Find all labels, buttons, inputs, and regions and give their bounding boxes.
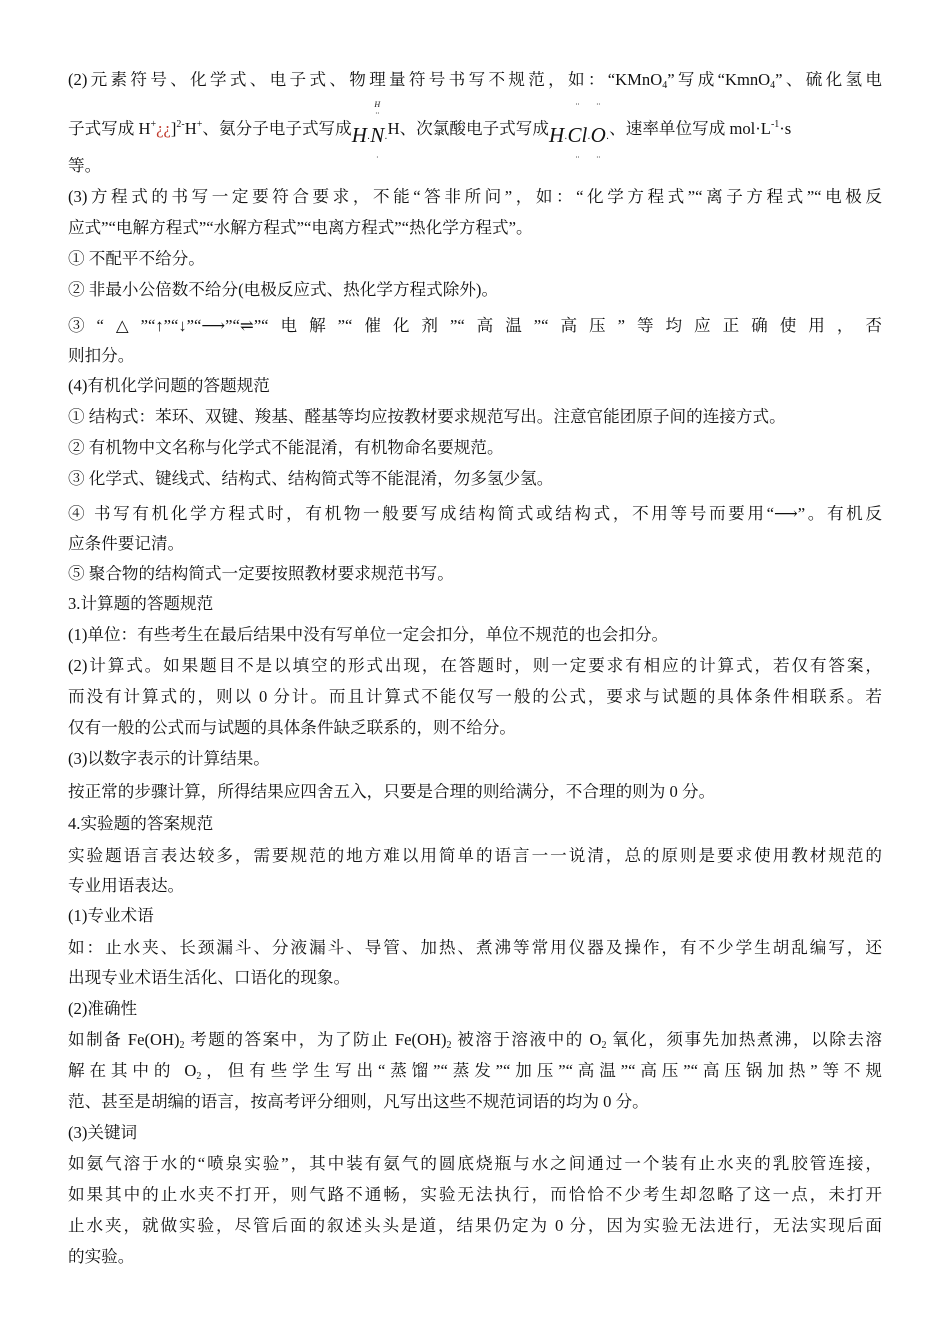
text-line: ③ 化学式、键线式、结构式、结构简式等不能混淆，勿多氢少氢。 (68, 469, 554, 488)
text-segment (68, 70, 662, 89)
segment-text: -1 (770, 119, 780, 130)
text-line: (2)准确性 (68, 999, 138, 1018)
segment-text: N (370, 123, 385, 147)
text-line (68, 1060, 882, 1082)
text-line (68, 100, 882, 162)
segment-text: 子式写成 H (68, 119, 151, 138)
segment-text: ¿¿ (156, 119, 171, 138)
text-segment (779, 119, 791, 138)
text-line: 范、甚至是胡编的语言，按高考评分细则，凡写出这些不规范词语的均为 0 分。 (68, 1092, 649, 1111)
text-line: (4)有机化学问题的答题规范 (68, 376, 270, 395)
text-segment (185, 119, 197, 138)
text-line: 4.实验题的答案规范 (68, 814, 214, 833)
segment-text: ，但有些学生写出“蒸馏”“蒸发”“加压”“高温”“高压”“高压锅加热”等不规 (201, 1061, 882, 1080)
text-line: 等。 (68, 156, 102, 175)
electron-dots-below: ·· (596, 153, 601, 162)
text-line (68, 69, 882, 91)
text-line: ② 非最小公倍数不给分(电极反应式、热化学方程式除外)。 (68, 280, 499, 299)
segment-text: 、速率单位写成 mol·L (609, 119, 771, 138)
text-segment (156, 119, 171, 138)
segment-text: H (548, 123, 565, 147)
text-line: 专业用语表达。 (68, 876, 185, 895)
text-segment (202, 119, 351, 138)
electron-formula-atom (352, 124, 367, 146)
text-segment (452, 1030, 602, 1049)
electron-formula-atom (567, 100, 588, 162)
text-line: ② 有机物中文名称与化学式不能混淆，有机物命名要规范。 (68, 438, 504, 457)
electron-formula-atom (370, 100, 385, 162)
text-line: ⑤ 聚合物的结构简式一定要按照教材要求规范书写。 (68, 564, 454, 583)
text-line: 按正常的步骤计算，所得结果应四舍五入，只要是合理的则给满分，不合理的则为 0 分。 (68, 782, 716, 801)
text-line: 如果其中的止水夹不打开，则气路不通畅，实验无法执行，而恰恰不少考生却忽略了这一点，未打开 (68, 1185, 882, 1204)
text-line: 应条件要记清。 (68, 534, 185, 553)
text-line: (3)关键词 (68, 1123, 138, 1142)
text-segment (606, 1030, 882, 1049)
segment-text: O (590, 123, 606, 147)
text-line: 如氨气溶于水的“喷泉实验”，其中装有氨气的圆底烧瓶与水之间通过一个装有止水夹的乳胶管连接， (68, 1154, 882, 1173)
segment-text: H (351, 123, 367, 147)
segment-text: ·s (779, 119, 792, 138)
segment-text: · (587, 134, 591, 145)
text-line: 应式”“电解方程式”“水解方程式”“电离方程式”“热化学方程式”。 (68, 218, 533, 237)
text-segment (68, 119, 151, 138)
text-line: 仅有一般的公式而与试题的具体条件缺乏联系的，则不给分。 (68, 718, 517, 737)
segment-text: + (196, 119, 203, 130)
superscript (176, 119, 184, 130)
text-line: (1)单位：有些考生在最后结果中没有写单位一定会扣分，单位不规范的也会扣分。 (68, 625, 669, 644)
segment-text: (2)元素符号、化学式、电子式、物理量符号书写不规范，如：“KMnO (68, 70, 663, 89)
segment-text: · (384, 134, 388, 145)
text-segment (667, 70, 770, 89)
electron-formula-atom (590, 100, 606, 162)
text-segment (775, 70, 882, 89)
text-line: 则扣分。 (68, 346, 135, 365)
segment-text: + (150, 119, 157, 130)
segment-text: 2 (196, 1071, 202, 1082)
segment-text: 考题的答案中，为了防止 Fe(OH) (184, 1030, 447, 1049)
segment-text: 如制备 Fe(OH) (68, 1030, 180, 1049)
segment-text: · (564, 134, 568, 145)
text-line: ① 不配平不给分。 (68, 249, 205, 268)
text-line: 的实验。 (68, 1247, 135, 1266)
text-line: 而没有计算式的，则以 0 分计。而且计算式不能仅写一般的公式，要求与试题的具体条件相联系。若 (68, 687, 882, 706)
text-line: ① 结构式：苯环、双键、羧基、醛基等均应按教材要求规范写出。注意官能团原子间的连接方式。 (68, 407, 786, 426)
segment-text: · (366, 134, 371, 145)
electron-formula-atom (549, 124, 564, 146)
text-line: (1)专业术语 (68, 906, 154, 925)
text-line: ③“△”“↑”“↓”“⟶”“⇌”“电解”“催化剂”“高温”“高压”等均应正确使用，否 (68, 316, 882, 335)
electron-dots-above: ·· (596, 100, 601, 109)
text-segment (609, 119, 771, 138)
electron-dots-below: · (376, 153, 379, 162)
segment-text: H、次氯酸电子式写成 (387, 119, 549, 138)
segment-text: 解在其中的 O (68, 1061, 197, 1080)
segment-text: H (184, 119, 197, 138)
segment-text: 2 (446, 1040, 452, 1051)
text-line: (2)计算式。如果题目不是以填空的形式出现，在答题时，则一定要求有相应的计算式，若仅有答案， (68, 656, 882, 675)
electron-dots-above: ·· (575, 100, 580, 109)
segment-text: ] (170, 119, 177, 138)
electron-dots-below: ·· (575, 153, 580, 162)
text-segment (185, 1030, 447, 1049)
text-line (68, 1029, 882, 1051)
text-line: 如：止水夹、长颈漏斗、分液漏斗、导管、加热、煮沸等常用仪器及操作，有不少学生胡乱编写，还 (68, 938, 882, 957)
text-line: 止水夹，就做实验，尽管后面的叙述头头是道，结果仍定为 0 分，因为实验无法进行，无法实现后面 (68, 1216, 882, 1235)
text-line: 出现专业术语生活化、口语化的现象。 (68, 968, 351, 987)
segment-text: 2- (176, 119, 185, 130)
text-segment (201, 1061, 882, 1080)
segment-text: ”写成“KmnO (667, 70, 771, 89)
text-segment (68, 1030, 180, 1049)
segment-text: 4 (662, 80, 668, 91)
text-line: 3.计算题的答题规范 (68, 594, 214, 613)
segment-text: ”、硫化氢电 (775, 70, 882, 89)
segment-text: 4 (770, 80, 776, 91)
segment-text: Cl (567, 123, 588, 147)
text-segment (68, 1061, 196, 1080)
text-line: (3)以数字表示的计算结果。 (68, 749, 270, 768)
segment-text: · (605, 134, 610, 145)
text-line: (3)方程式的书写一定要符合要求，不能“答非所问”，如：“化学方程式”“离子方程式”“电极反 (68, 187, 882, 206)
segment-text: 被溶于溶液中的 O (451, 1030, 602, 1049)
segment-text: 氧化，须事先加热煮沸，以除去溶 (606, 1030, 882, 1049)
electron-dots-above: H ·· (374, 100, 381, 118)
segment-text: 2 (601, 1040, 607, 1051)
text-segment (388, 119, 549, 138)
segment-text: 2 (179, 1040, 185, 1051)
segment-text: 、氨分子电子式写成 (202, 119, 352, 138)
text-line: ④ 书写有机化学方程式时，有机物一般要写成结构简式或结构式，不用等号而要用“⟶”。有机反 (68, 504, 882, 523)
text-line: 实验题语言表达较多，需要规范的地方难以用简单的语言一一说清，总的原则是要求使用教材规范的 (68, 846, 882, 865)
